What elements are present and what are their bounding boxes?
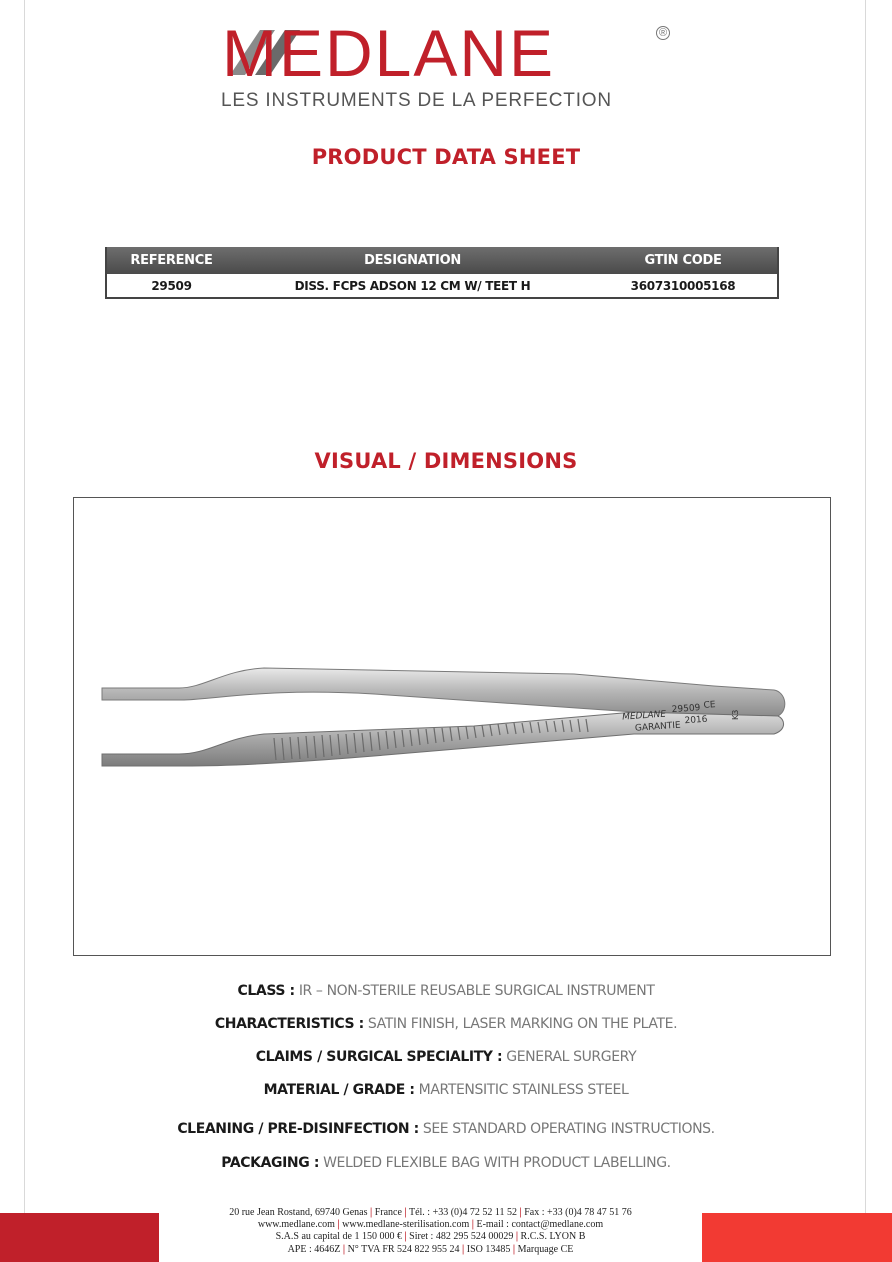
spec-characteristics: [0, 1016, 892, 1032]
spec-characteristics-label: CHARACTERISTICS :: [214, 1016, 364, 1032]
spec-packaging-label: PACKAGING :: [221, 1155, 320, 1171]
footer-vat: N° TVA FR 524 822 955 24: [347, 1243, 460, 1255]
header-designation: DESIGNATION: [236, 247, 589, 274]
company-footer: [159, 1207, 702, 1256]
spec-packaging: [0, 1155, 892, 1171]
header-reference: REFERENCE: [106, 247, 236, 274]
footer-cert-line: [159, 1244, 702, 1256]
marking-ce: CE: [703, 700, 716, 711]
footer-legal-line: [159, 1231, 702, 1243]
footer-address: 20 rue Jean Rostand, 69740 Genas: [229, 1207, 368, 1218]
header-gtin: GTIN CODE: [589, 247, 778, 274]
footer-address-line: [159, 1207, 702, 1219]
medlane-logo: [200, 16, 680, 115]
footer-separator: |: [515, 1231, 519, 1243]
logo-text: MEDLANE: [222, 16, 556, 90]
footer-ce-mark: Marquage CE: [517, 1243, 574, 1255]
logo-wordmark: [222, 16, 556, 90]
spec-claims-value: GENERAL SURGERY: [506, 1049, 637, 1065]
footer-rcs: R.C.S. LYON B: [520, 1231, 586, 1243]
footer-siret: Siret : 482 295 524 00029: [409, 1231, 514, 1243]
spec-material-label: MATERIAL / GRADE :: [263, 1082, 415, 1098]
footer-separator: |: [404, 1207, 407, 1218]
marking-brand: MEDLANE: [621, 709, 667, 723]
footer-sterilisation-link[interactable]: www.medlane-sterilisation.com: [342, 1219, 470, 1231]
marking-garantie: GARANTIE: [634, 720, 681, 734]
marking-side: K3: [731, 709, 740, 720]
spec-material-value: MARTENSITIC STAINLESS STEEL: [418, 1082, 629, 1098]
footer-bar-right: [702, 1213, 892, 1262]
footer-phone: Tél. : +33 (0)4 72 52 11 52: [408, 1207, 518, 1218]
spec-packaging-value: WELDED FLEXIBLE BAG WITH PRODUCT LABELLING.: [323, 1155, 671, 1171]
spec-material: [0, 1082, 892, 1098]
footer-separator: |: [370, 1207, 373, 1218]
registered-mark: ®: [656, 26, 670, 40]
spec-characteristics-value: SATIN FINISH, LASER MARKING ON THE PLATE.: [367, 1016, 678, 1032]
footer-email[interactable]: E-mail : contact@medlane.com: [476, 1219, 604, 1231]
brand-tagline: LES INSTRUMENTS DE LA PERFECTION: [221, 90, 612, 111]
spec-class-label: CLASS :: [237, 983, 295, 999]
product-data-sheet-title: PRODUCT DATA SHEET: [311, 145, 581, 169]
footer-iso: ISO 13485: [466, 1243, 511, 1255]
cell-designation: DISS. FCPS ADSON 12 CM W/ TEET H: [236, 274, 589, 298]
spec-claims-label: CLAIMS / SURGICAL SPECIALITY :: [255, 1049, 503, 1065]
footer-country: France: [374, 1207, 402, 1218]
footer-fax: Fax : +33 (0)4 78 47 51 76: [524, 1207, 632, 1218]
footer-website-link[interactable]: www.medlane.com: [257, 1219, 335, 1231]
spec-class: [0, 983, 892, 999]
product-visual-frame: [73, 497, 831, 956]
table-header-row: [106, 247, 778, 274]
spec-class-value: IR – NON-STERILE REUSABLE SURGICAL INSTRUMENT: [298, 983, 655, 999]
forceps-image: [74, 498, 830, 955]
reference-table: [105, 247, 779, 299]
footer-separator: |: [512, 1243, 516, 1255]
spec-cleaning-label: CLEANING / PRE-DISINFECTION :: [177, 1121, 419, 1137]
cell-reference: 29509: [106, 274, 236, 298]
marking-year: 2016: [684, 714, 708, 727]
footer-separator: |: [519, 1207, 522, 1218]
footer-capital: S.A.S au capital de 1 150 000 €: [275, 1231, 402, 1243]
spec-cleaning: [0, 1121, 892, 1137]
table-row: [106, 274, 778, 298]
marking-ref: 29509: [671, 703, 701, 716]
footer-separator: |: [342, 1243, 346, 1255]
footer-web-line: [159, 1219, 702, 1231]
visual-dimensions-title: VISUAL / DIMENSIONS: [314, 449, 578, 473]
spec-claims: [0, 1049, 892, 1065]
footer-bar-left: [0, 1213, 159, 1262]
footer-separator: |: [462, 1243, 465, 1255]
footer-separator: |: [471, 1219, 474, 1231]
cell-gtin: 3607310005168: [589, 274, 778, 298]
spec-cleaning-value: SEE STANDARD OPERATING INSTRUCTIONS.: [422, 1121, 715, 1137]
footer-separator: |: [337, 1219, 340, 1231]
footer-separator: |: [404, 1231, 407, 1243]
footer-ape: APE : 4646Z: [287, 1243, 341, 1255]
